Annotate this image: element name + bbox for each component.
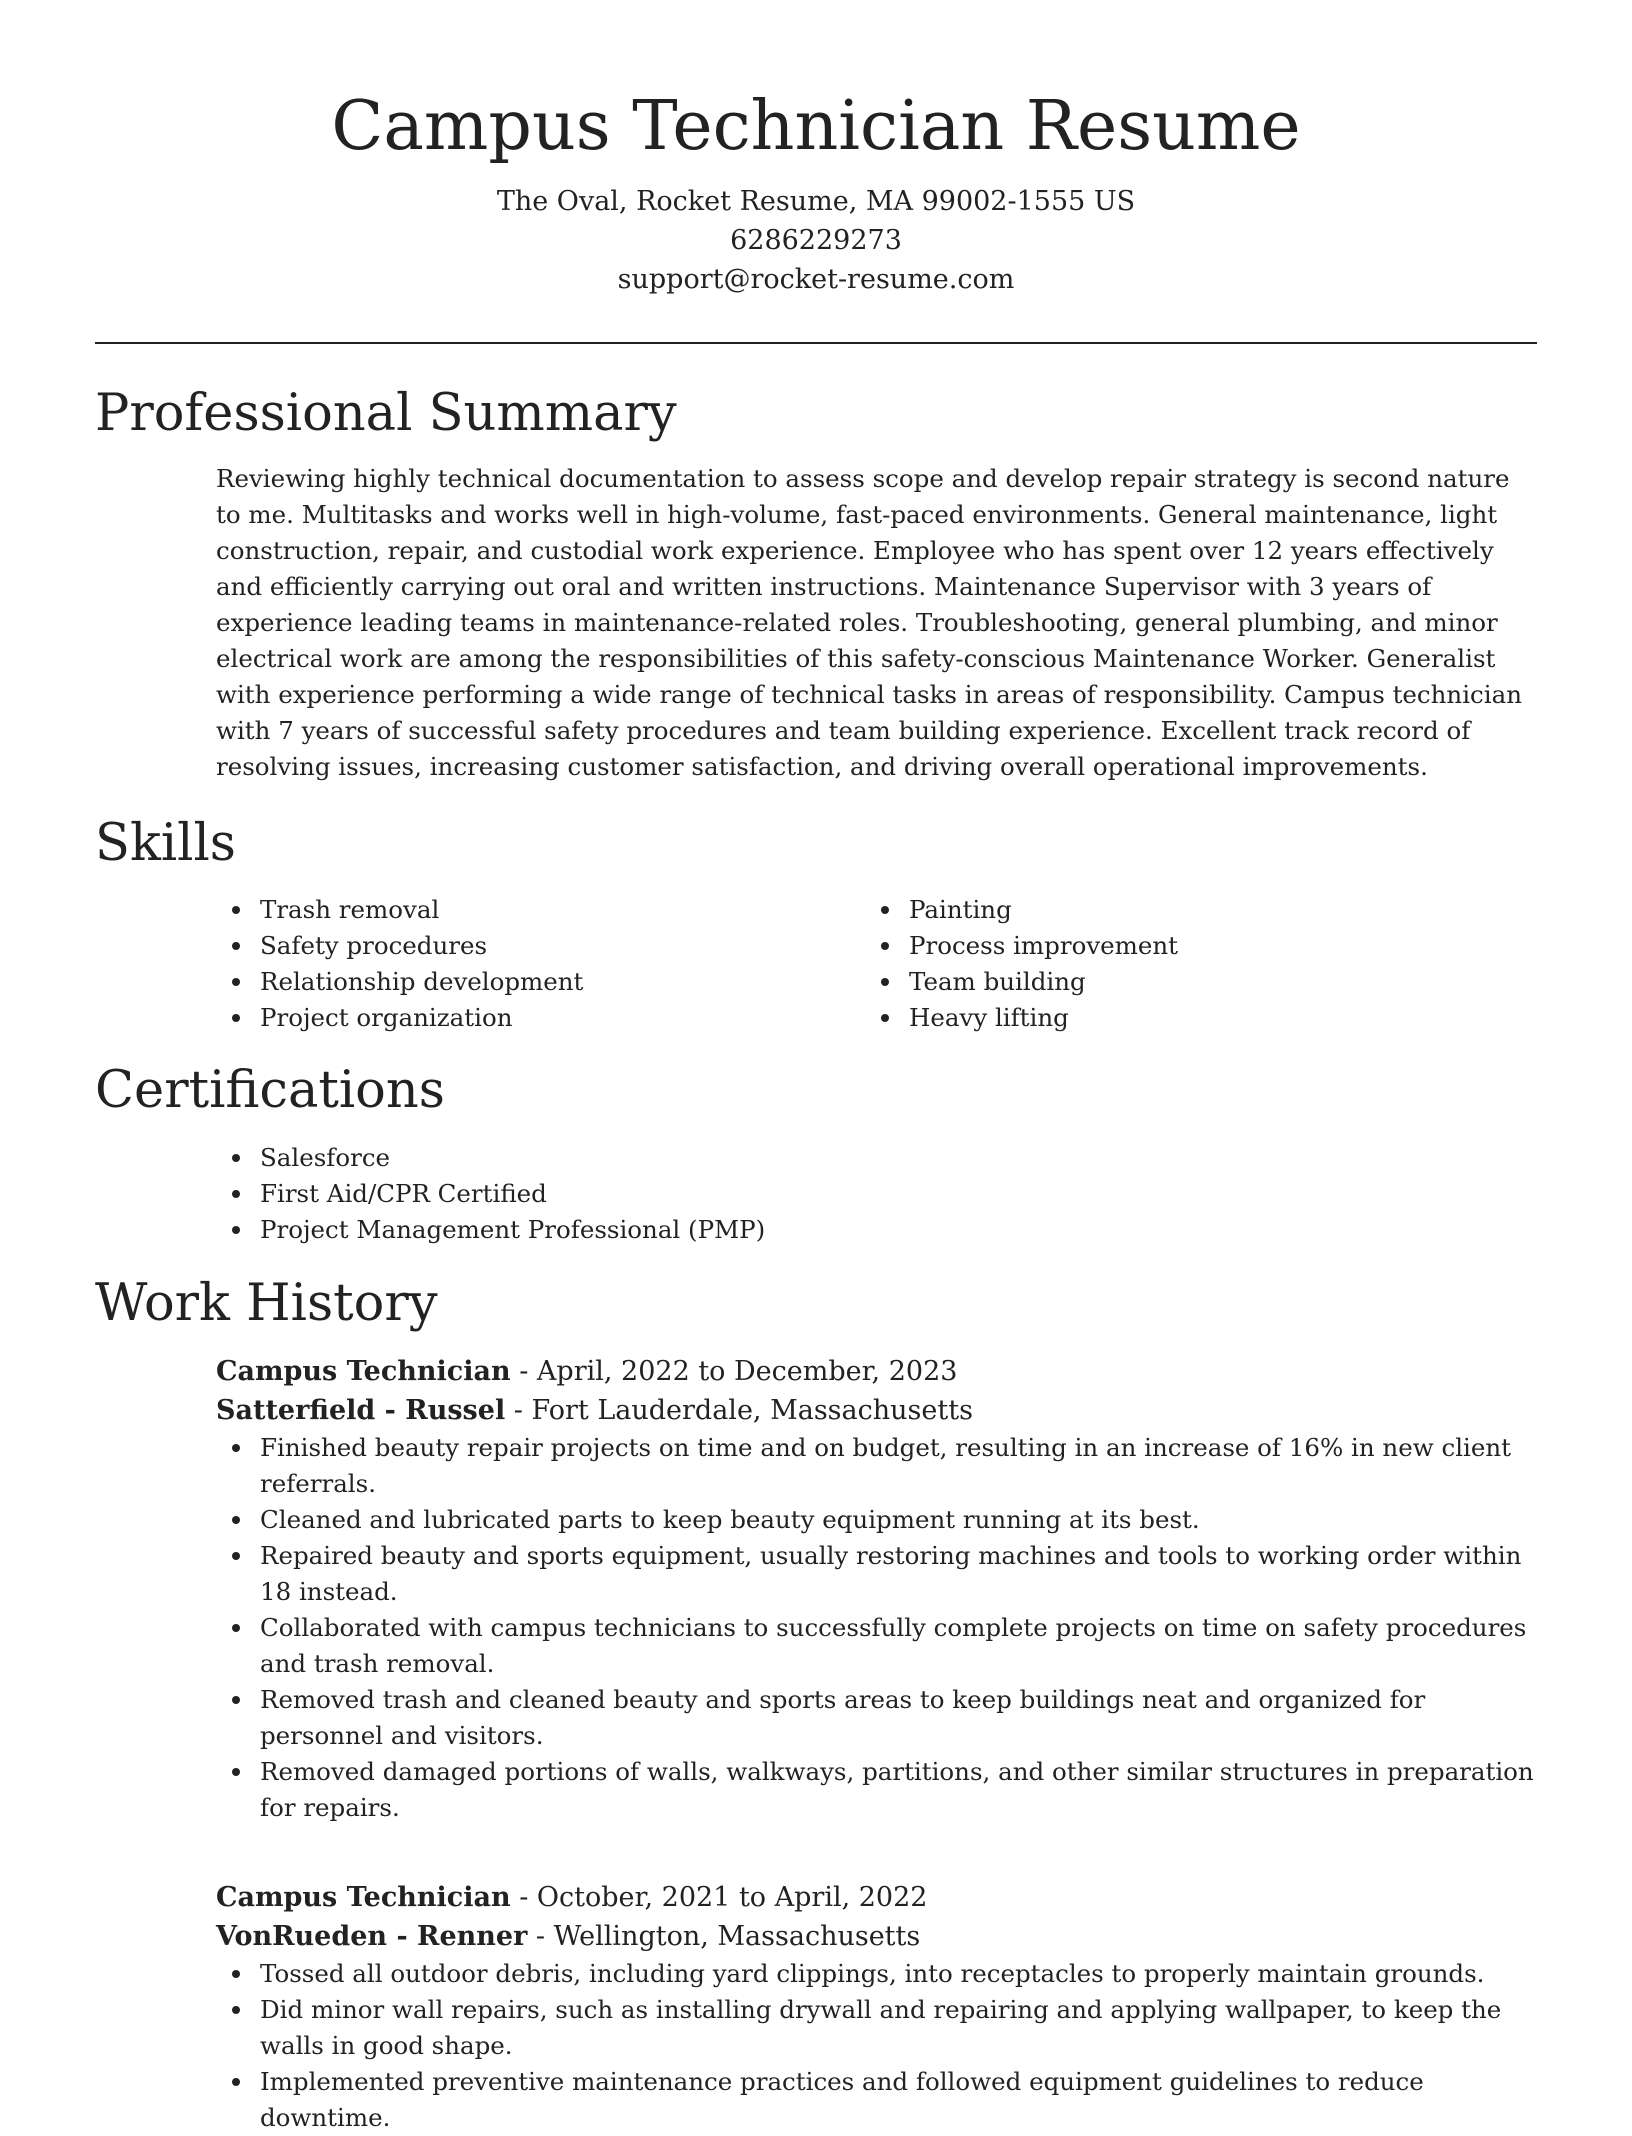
job-bullet: Did minor wall repairs, such as installing drywall and repairing and applying wallpaper, to keep the walls in good shape. [216,1992,1541,2064]
certifications-list [216,1140,1216,1248]
job-dates: - April, 2022 to December, 2023 [510,1356,958,1387]
skill-item: Painting [865,892,1465,928]
skill-item: Relationship development [216,964,816,1000]
job-title-line [216,1878,1541,1917]
job-entry [216,1352,1541,1826]
header-divider [95,342,1537,344]
section-title-certifications: Certifications [95,1061,445,1120]
skills-column-left [216,892,816,1036]
job-title: Campus Technician [216,1356,511,1387]
certification-item: First Aid/CPR Certified [216,1176,1216,1212]
job-company: Satterfield - Russel [216,1395,506,1426]
job-location: - Fort Lauderdale, Massachusetts [505,1395,973,1426]
skill-item: Trash removal [216,892,816,928]
job-company-line [216,1917,1541,1956]
contact-email: support@rocket-resume.com [617,264,1015,295]
contact-block [0,182,1632,299]
summary-text: Reviewing highly technical documentation to assess scope and develop repair strategy is second nature to me. Multitasks and works well in high-volume, fast-paced environments. General maintenance, light construction, repair, and custodial work experience. Employee who has spent over 12 years effectively and efficiently carrying out oral and written instructions. Maintenance Supervisor with 3 years of experience leading teams in maintenance-related roles. Troubleshooting, general plumbing, and minor electrical work are among the responsibilities of this safety-conscious Maintenance Worker. Generalist with experience performing a wide range of technical tasks in areas of responsibility. Campus technician with 7 years of successful safety procedures and team building experience. Excellent track record of resolving issues, increasing customer satisfaction, and driving overall operational improvements. [216,464,1522,781]
contact-phone: 6286229273 [730,225,902,256]
resume-title: Campus Technician Resume [331,87,1301,166]
skills-column-right [865,892,1465,1036]
job-company: VonRueden - Renner [216,1921,528,1952]
skill-item: Process improvement [865,928,1465,964]
job-title-line [216,1352,1541,1391]
skill-item: Safety procedures [216,928,816,964]
job-title: Campus Technician [216,1882,511,1913]
job-bullet: Cleaned and lubricated parts to keep beauty equipment running at its best. [216,1502,1541,1538]
job-bullet: Repaired beauty and sports equipment, usually restoring machines and tools to working order within 18 instead. [216,1538,1541,1610]
section-title-skills: Skills [95,814,236,873]
contact-address: The Oval, Rocket Resume, MA 99002-1555 US [496,186,1136,217]
job-bullet: Implemented preventive maintenance practices and followed equipment guidelines to reduce downtime. [216,2064,1541,2136]
job-location: - Wellington, Massachusetts [527,1921,921,1952]
certification-item: Salesforce [216,1140,1216,1176]
section-title-work-history: Work History [95,1274,438,1333]
section-title-summary: Professional Summary [95,384,677,443]
job-bullet: Collaborated with campus technicians to successfully complete projects on time on safety procedures and trash removal. [216,1610,1541,1682]
job-bullet: Tossed all outdoor debris, including yard clippings, into receptacles to properly maintain grounds. [216,1956,1541,1992]
skill-item: Heavy lifting [865,1000,1465,1036]
job-bullet: Removed damaged portions of walls, walkways, partitions, and other similar structures in preparation for repairs. [216,1754,1541,1826]
job-bullets [216,1956,1541,2136]
job-dates: - October, 2021 to April, 2022 [510,1882,928,1913]
job-bullet: Finished beauty repair projects on time and on budget, resulting in an increase of 16% in new client referrals. [216,1430,1541,1502]
skill-item: Team building [865,964,1465,1000]
job-bullet: Removed trash and cleaned beauty and sports areas to keep buildings neat and organized for personnel and visitors. [216,1682,1541,1754]
certification-item: Project Management Professional (PMP) [216,1212,1216,1248]
resume-header [0,0,1632,299]
job-company-line [216,1391,1541,1430]
skill-item: Project organization [216,1000,816,1036]
job-entry [216,1878,1541,2136]
job-bullets [216,1430,1541,1826]
